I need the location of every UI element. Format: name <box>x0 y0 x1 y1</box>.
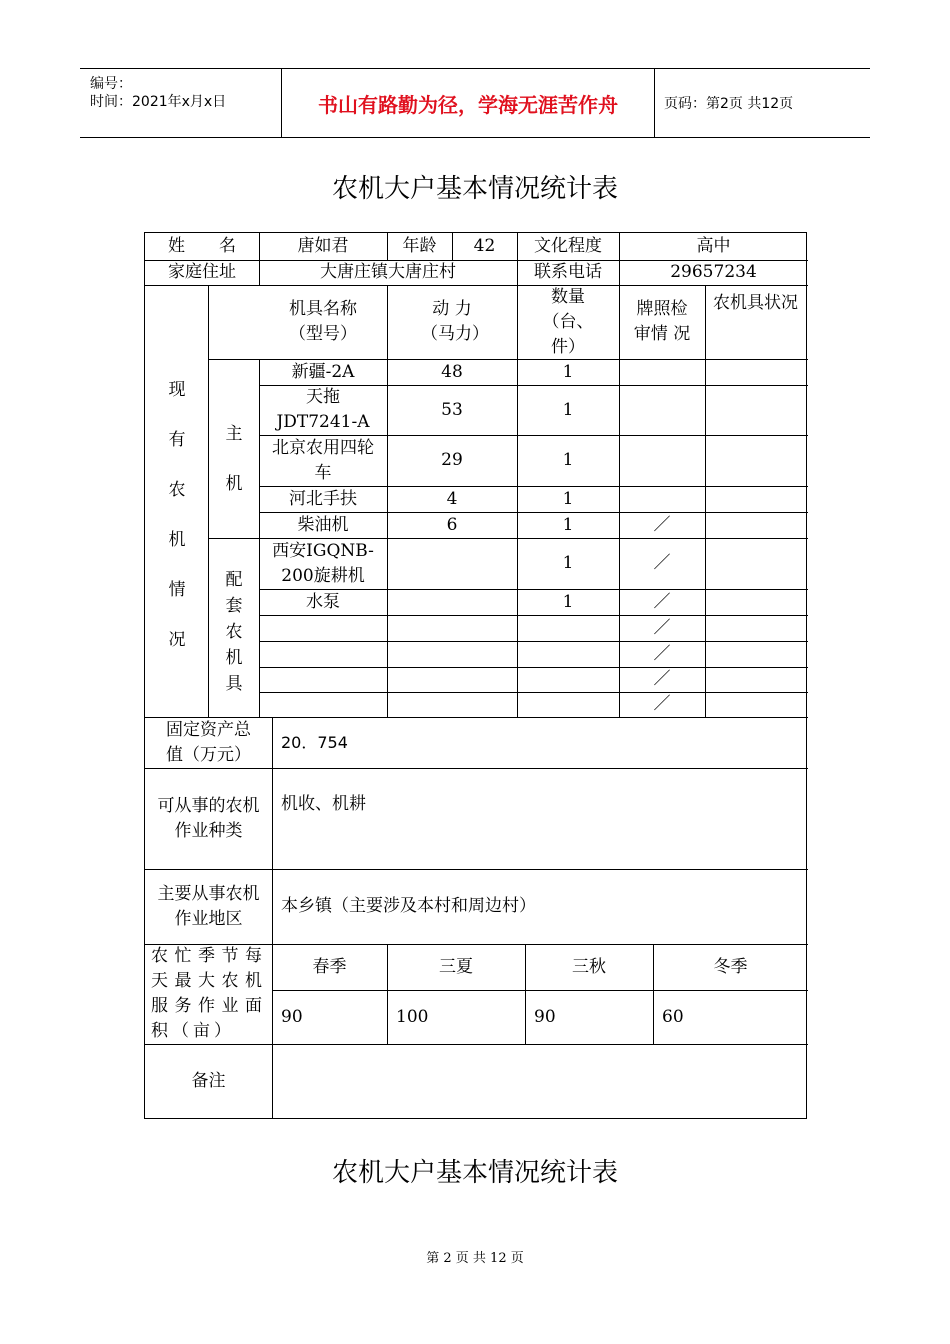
season-summer: 三夏 <box>439 956 473 977</box>
jobs-label: 可从事的农机作业种类 <box>157 795 260 841</box>
remark-value <box>272 1044 808 1119</box>
support-row-2-name: 水泵 <box>306 591 340 612</box>
main-row-1-power: 48 <box>441 361 463 382</box>
phone-label: 联系电话 <box>534 262 602 282</box>
season-winter: 冬季 <box>713 956 748 977</box>
col-name-header: 机具名称（型号） <box>289 299 357 344</box>
main-row-3-power: 29 <box>441 450 463 470</box>
page-title-repeat: 农机大户基本情况统计表 <box>331 1158 618 1188</box>
main-row-4-name: 河北手扶 <box>289 488 357 509</box>
main-row-5-name: 柴油机 <box>297 514 349 535</box>
education-label: 文化程度 <box>534 236 602 256</box>
name-label: 姓 名 <box>168 236 236 256</box>
area-value: 本乡镇（主要涉及本村和周边村） <box>281 896 536 916</box>
address-label: 家庭住址 <box>168 262 236 282</box>
phone-value: 29657234 <box>670 262 757 282</box>
main-row-3-qty: 1 <box>562 450 574 470</box>
age-value: 42 <box>473 236 496 256</box>
main-machine-label: 主机 <box>225 424 243 494</box>
season-spring-value: 90 <box>281 1006 303 1027</box>
remark-label: 备注 <box>191 1071 226 1091</box>
support-row-4-license: ／ <box>653 643 671 664</box>
main-row-1-qty: 1 <box>562 361 574 382</box>
season-summer-value: 100 <box>396 1006 429 1027</box>
season-spring: 春季 <box>312 956 347 977</box>
page-title: 农机大户基本情况统计表 <box>331 174 618 204</box>
current-machinery-label: 现有农机情况 <box>168 380 186 650</box>
header-motto: 书山有路勤为径，学海无涯苦作舟 <box>281 69 655 137</box>
age-label: 年龄 <box>402 236 437 256</box>
assets-label: 固定资产总值（万元） <box>166 719 251 765</box>
main-row-2-power: 53 <box>441 399 463 420</box>
page-footer: 第 2 页 共 12 页 <box>426 1251 524 1266</box>
main-row-2-qty: 1 <box>562 399 574 420</box>
jobs-value: 机收、机耕 <box>281 794 366 814</box>
col-power-header: 动 力（马力） <box>421 299 489 344</box>
number-label: 编号： <box>90 76 132 92</box>
header-meta <box>80 69 281 137</box>
support-row-2-qty: 1 <box>562 591 574 612</box>
season-label: 农忙季节每天最大农机服务作业面积（亩） <box>151 946 266 1041</box>
season-autumn: 三秋 <box>572 956 606 977</box>
season-autumn-value: 90 <box>534 1006 556 1027</box>
education-value: 高中 <box>696 236 731 256</box>
season-winter-value: 60 <box>662 1006 684 1027</box>
support-row-1-qty: 1 <box>562 553 574 573</box>
support-row-1-license: ／ <box>653 553 671 573</box>
address-value: 大唐庄镇大唐庄村 <box>320 262 456 282</box>
main-row-4-power: 4 <box>446 488 458 509</box>
main-row-4-qty: 1 <box>562 488 574 509</box>
main-row-5-license: ／ <box>653 514 671 535</box>
col-condition-header: 农机具状况 <box>713 293 798 313</box>
farm-machinery-table <box>144 232 807 1119</box>
area-label: 主要从事农机作业地区 <box>157 883 260 929</box>
name-value: 唐如君 <box>297 236 349 256</box>
support-row-2-license: ／ <box>653 591 671 612</box>
support-row-5-license: ／ <box>653 669 671 689</box>
main-row-1-name: 新疆-2A <box>291 361 355 382</box>
support-row-1-name: 西安IGQNB-200旋耕机 <box>272 540 374 586</box>
support-machine-label: 配套农机具 <box>225 570 243 694</box>
page-header <box>80 68 870 138</box>
col-qty-header: 数量（台、件） <box>542 286 594 357</box>
time-label: 时间：2021年x月x日 <box>90 94 227 110</box>
main-row-5-power: 6 <box>446 514 458 535</box>
support-row-3-license: ／ <box>653 617 671 638</box>
col-license-header: 牌照检审情 况 <box>633 299 691 344</box>
main-row-5-qty: 1 <box>562 514 574 535</box>
support-row-6-license: ／ <box>653 694 671 714</box>
assets-value: 20．754 <box>281 733 348 752</box>
main-row-2-name: 天拖JDT7241-A <box>276 387 370 432</box>
header-page-number: 页码：第2页 共12页 <box>664 96 794 112</box>
main-row-3-name: 北京农用四轮车 <box>272 437 374 483</box>
